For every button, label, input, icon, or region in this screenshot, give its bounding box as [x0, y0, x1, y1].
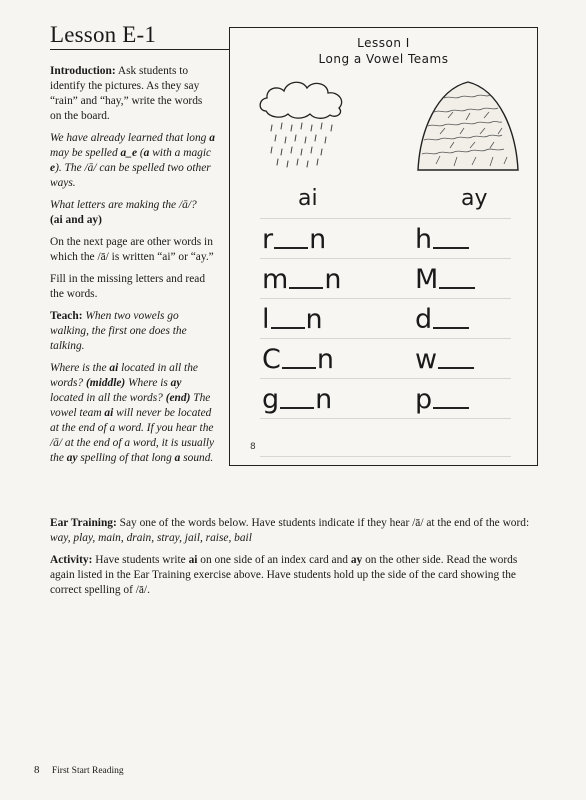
next-page-paragraph: On the next page are other words in which the /ā/ is written “ai” or “ay.” [50, 236, 214, 263]
letters-question-paragraph [50, 198, 216, 228]
text-run: ay [66, 452, 78, 464]
missing-letters-blank[interactable] [274, 247, 308, 249]
text-run: Have students write [92, 554, 189, 566]
text-run: ai [104, 407, 114, 419]
missing-letters-blank[interactable] [280, 407, 314, 409]
ay-label: ay [461, 186, 488, 211]
teach-text: When two vowels go walking, the first one does the talking. [50, 310, 187, 352]
rain-cloud-picture [258, 75, 353, 175]
missing-letters-blank[interactable] [282, 367, 316, 369]
grid-line [260, 378, 511, 379]
text-run: e [50, 162, 56, 174]
ai-label: ai [298, 186, 318, 211]
word-start-letter: w [415, 344, 438, 375]
ear-training-text: Say one of the words below. Have students indicate if they hear /ā/ at the end of the word: [116, 517, 530, 529]
worksheet-subheading: Long a Vowel Teams [318, 52, 449, 66]
word-start-letter: d [415, 304, 433, 335]
activity-label: Activity: [50, 554, 93, 566]
letters-question: What letters are making the /ā/? [50, 199, 197, 211]
missing-letters-blank[interactable] [433, 247, 469, 249]
vowel-team-location-paragraph [50, 361, 216, 466]
text-run: a [143, 147, 150, 159]
word-end-letter: n [316, 344, 334, 375]
book-title: First Start Reading [51, 766, 124, 776]
teach-label: Teach: [50, 310, 83, 322]
word-5 [262, 386, 332, 413]
word-start-letter: C [262, 344, 281, 375]
word-5 [415, 386, 470, 413]
grid-line [260, 258, 511, 259]
word-start-letter: l [262, 304, 270, 335]
ear-training-label: Ear Training: [50, 517, 117, 529]
text-run: will never be located at the end of a word. If you hear the /ā/ at the end of a word, it is usually the [50, 407, 215, 464]
word-end-letter: n [309, 224, 327, 255]
already-learned-paragraph [50, 131, 216, 191]
text-run: The vowel team [50, 392, 211, 419]
text-run: (middle) [85, 377, 126, 389]
introduction-text: Ask students to identify the pictures. As they say “rain” and “hay,” write the words on the board. [50, 65, 203, 122]
word-start-letter: m [262, 264, 289, 295]
text-run: on the other side. Read the words again listed in the Ear Training exercise above. Have students hold up the side of the card showing the correct spelling of /ā/. [50, 554, 518, 596]
ear-training-paragraph [50, 516, 536, 546]
text-run: ai [109, 362, 119, 374]
missing-letters-blank[interactable] [439, 287, 475, 289]
word-grid [260, 218, 511, 458]
activity-text [50, 554, 517, 596]
text-run: spelling of that long [77, 452, 175, 464]
text-run: ai [188, 554, 198, 566]
missing-letters-blank[interactable] [433, 327, 469, 329]
page-footer [34, 764, 124, 776]
grid-line [260, 418, 511, 419]
text-run: a_e [120, 147, 137, 159]
text-run: on one side of an index card and [197, 554, 351, 566]
text-run: ay [170, 377, 182, 389]
text-run: a [209, 132, 215, 144]
grid-line [260, 218, 511, 219]
text-run: with a magic [149, 147, 212, 159]
haystack-picture [414, 72, 522, 177]
word-end-letter: n [305, 304, 323, 335]
grid-line [260, 456, 511, 457]
word-start-letter: h [415, 224, 433, 255]
grid-line [260, 338, 511, 339]
text-run: located in all the words? [50, 362, 198, 389]
title-underline [50, 49, 232, 50]
grid-line [260, 298, 511, 299]
word-4 [262, 346, 334, 373]
text-run: Where is the [50, 362, 110, 374]
lesson-title: Lesson E-1 [50, 22, 157, 47]
teacher-notes [50, 64, 216, 473]
word-4 [415, 346, 475, 373]
missing-letters-blank[interactable] [271, 327, 305, 329]
word-1 [415, 226, 470, 253]
word-2 [415, 266, 476, 293]
worksheet-heading: Lesson I [357, 36, 410, 50]
word-start-letter: p [415, 384, 433, 415]
letters-answer: (ai and ay) [50, 214, 102, 226]
worksheet-page [229, 27, 538, 466]
text-run: ( [137, 147, 144, 159]
missing-letters-blank[interactable] [289, 287, 323, 289]
text-run: (end) [165, 392, 191, 404]
word-start-letter: M [415, 264, 439, 295]
text-run: Where is [125, 377, 171, 389]
text-run: sound. [180, 452, 214, 464]
text-run: ay [350, 554, 363, 566]
word-3 [415, 306, 470, 333]
word-3 [262, 306, 323, 333]
text-run: We have already learned that long [50, 132, 210, 144]
word-2 [262, 266, 341, 293]
teach-paragraph [50, 309, 216, 354]
text-run: a [174, 452, 181, 464]
word-end-letter: n [315, 384, 333, 415]
fill-in-paragraph: Fill in the missing letters and read the words. [50, 273, 206, 300]
activity-paragraph [50, 553, 536, 598]
introduction-label: Introduction: [50, 65, 116, 77]
missing-letters-blank[interactable] [433, 407, 469, 409]
text-run: located in all the words? [50, 392, 166, 404]
introduction-paragraph [50, 64, 216, 124]
ear-training-words: way, play, main, drain, stray, jail, raise, bail [50, 532, 252, 544]
word-1 [262, 226, 326, 253]
page-number: 8 [34, 764, 40, 776]
text-run: may be spelled [50, 147, 121, 159]
worksheet-page-mark: 8 [250, 442, 256, 452]
word-end-letter: n [324, 264, 342, 295]
word-start-letter: g [262, 384, 280, 415]
word-start-letter: r [262, 224, 274, 255]
text-run: ). The /ā/ can be spelled two other ways. [50, 162, 211, 189]
missing-letters-blank[interactable] [438, 367, 474, 369]
